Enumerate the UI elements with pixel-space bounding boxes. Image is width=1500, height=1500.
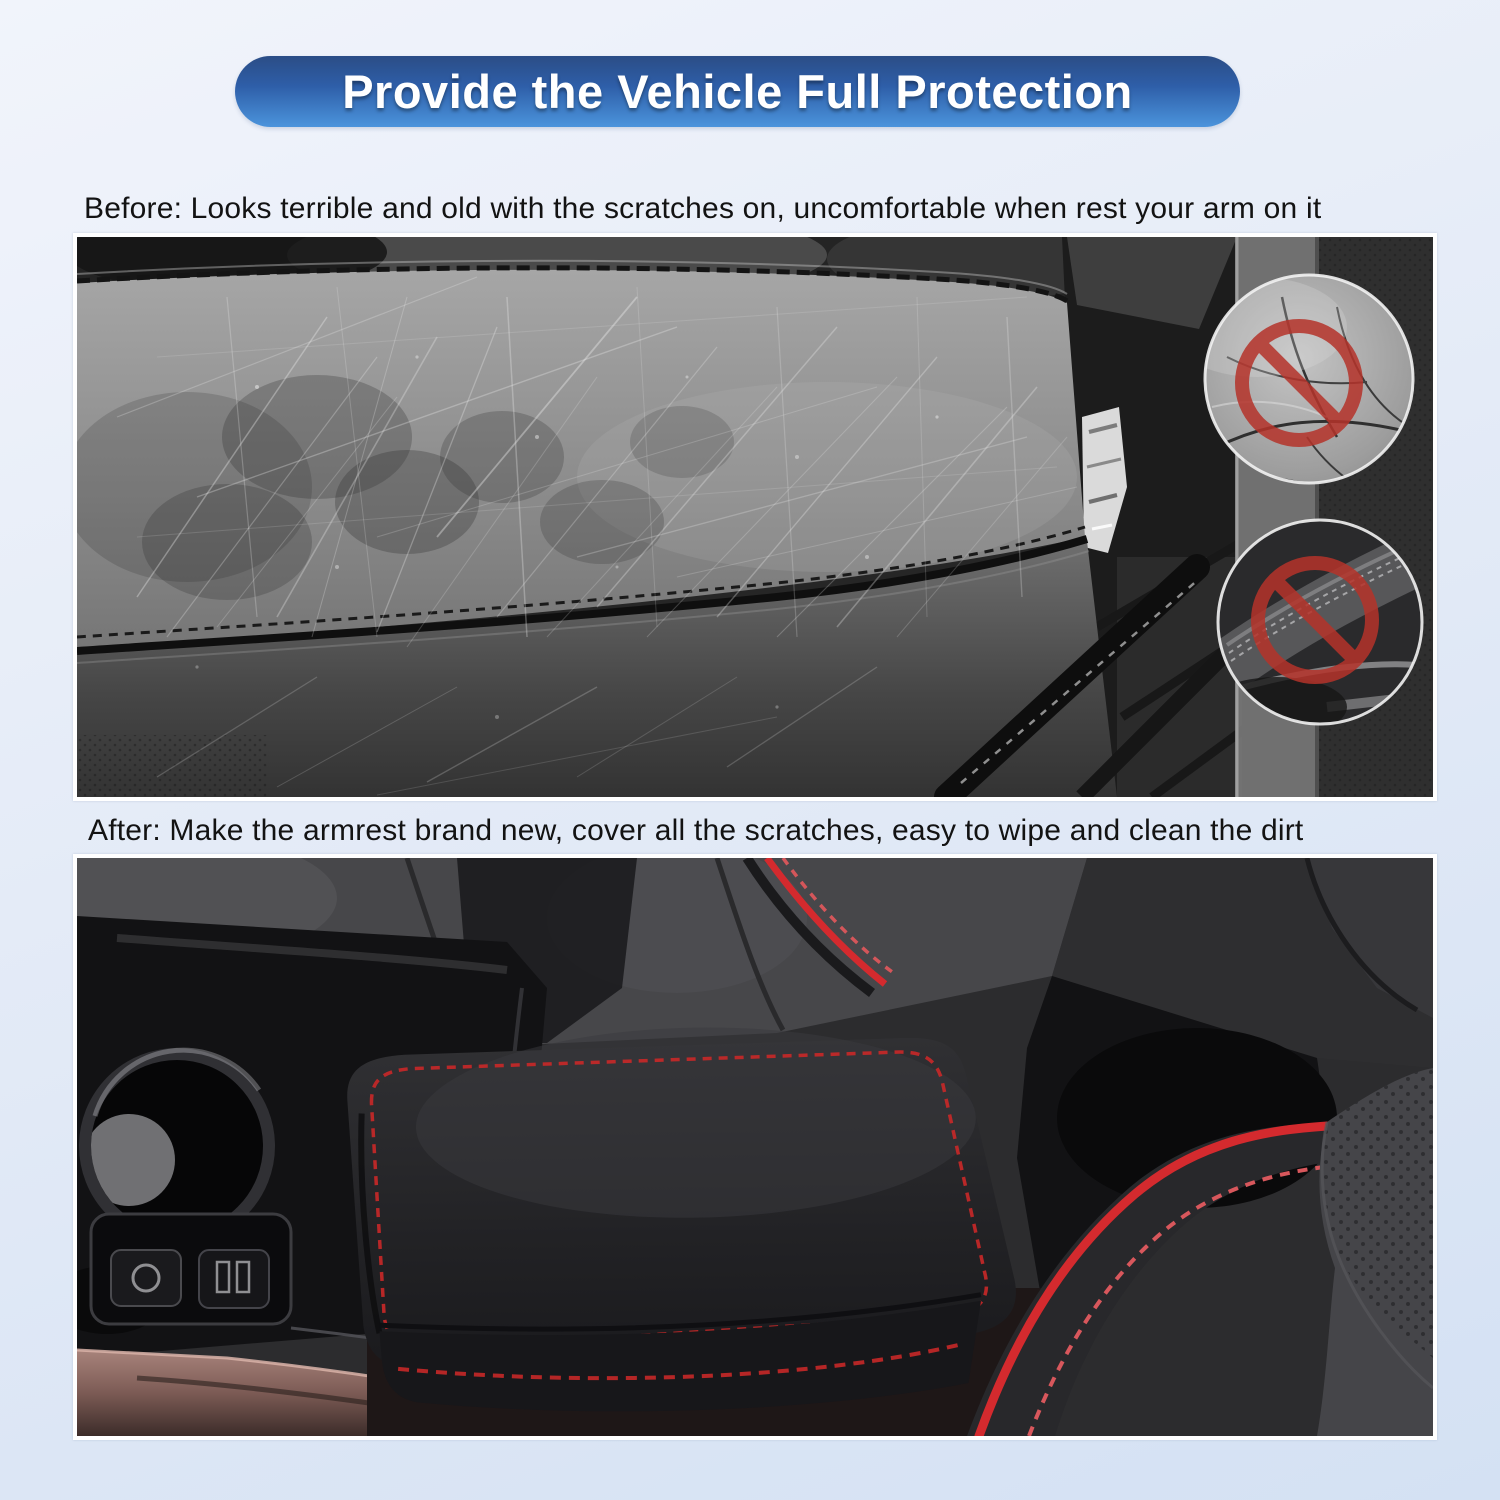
auto-hold-button: [199, 1250, 269, 1308]
title-banner-label: Provide the Vehicle Full Protection: [342, 65, 1133, 118]
before-photo: [77, 237, 1433, 797]
perforated-suede-bolster: [1317, 1068, 1433, 1436]
after-caption: After: Make the armrest brand new, cover all the scratches, easy to wipe and clean the dirt: [88, 814, 1304, 847]
title-banner: [235, 56, 1240, 127]
parking-brake-button: [111, 1250, 181, 1306]
before-caption: Before: Looks terrible and old with the scratches on, uncomfortable when rest your arm on it: [84, 192, 1322, 225]
cup-holder: [83, 1050, 269, 1238]
armrest-cover: [346, 1022, 1018, 1416]
before-photo-frame: [73, 233, 1437, 801]
console-button-panel: [91, 1214, 291, 1324]
after-photo-frame: [73, 854, 1437, 1440]
after-photo: [77, 858, 1433, 1436]
